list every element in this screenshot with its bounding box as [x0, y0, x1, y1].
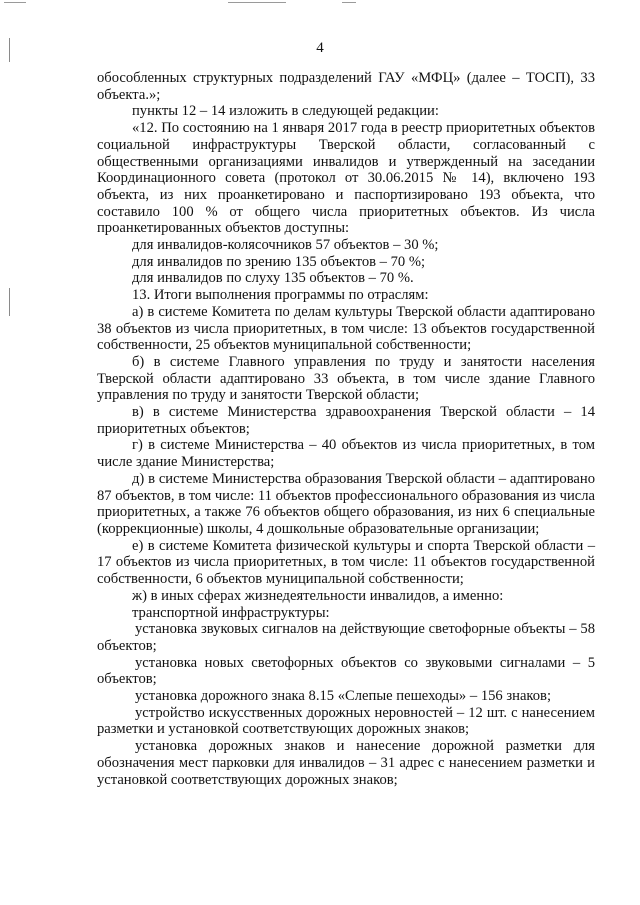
paragraph-item-b-labor: б) в системе Главного управления по труду и занятости населения Тверской области адаптировано 33 объекта, в том числе здание Главного управления по труду и занятости Тверской области; — [97, 353, 595, 404]
scan-artifact-top-right — [342, 2, 356, 3]
paragraph-point-13: 13. Итоги выполнения программы по отраслям: — [132, 287, 429, 304]
paragraph-item-g-ministry: г) в системе Министерства – 40 объектов из числа приоритетных, в том числе здание Министерства; — [97, 437, 595, 471]
scan-artifact-top-left — [4, 2, 26, 3]
document-body — [97, 70, 595, 788]
paragraph-tosp-continuation: обособленных структурных подразделений ГАУ «МФЦ» (далее – ТОСП), 33 объекта.»; — [97, 70, 595, 103]
paragraph-item-v-health: в) в системе Министерства здравоохранения Тверской области – 14 приоритетных объектов; — [97, 404, 595, 437]
paragraph-new-traffic-lights: установка новых светофорных объектов со звуковыми сигналами – 5 объектов; — [97, 654, 595, 688]
margin-mark-middle — [9, 288, 10, 316]
paragraph-item-d-education: д) в системе Министерства образования Тверской области – адаптировано 87 объектов, в том числе: 11 объектов профессионального образования из числа приоритетных, а также 76 объектов общего образования, из них 6 специальные (коррекционные) школы, 4 дошкольные образовательные организации; — [97, 470, 595, 537]
scan-artifact-top-center — [228, 2, 286, 3]
paragraph-vision-access: для инвалидов по зрению 135 объектов – 70 %; — [132, 253, 426, 270]
paragraph-speed-bumps: устройство искусственных дорожных неровностей – 12 шт. с нанесением разметки и установкой соответствующих дорожных знаков; — [97, 704, 595, 738]
paragraph-item-a-culture: а) в системе Комитета по делам культуры Тверской области адаптировано 38 объектов из числа приоритетных, в том числе: 13 объектов государственной собственности, 25 объектов муниципальной собственности; — [97, 303, 595, 354]
paragraph-sound-signals: установка звуковых сигналов на действующие светофорные объекты – 58 объектов; — [97, 621, 595, 654]
page-number: 4 — [316, 40, 324, 56]
paragraph-item-zh-other: ж) в иных сферах жизнедеятельности инвалидов, а именно: — [132, 587, 504, 604]
paragraph-hearing-access: для инвалидов по слуху 135 объектов – 70 %. — [132, 270, 414, 287]
paragraph-amendment-intro: пункты 12 – 14 изложить в следующей редакции: — [132, 103, 439, 120]
paragraph-wheelchair-access: для инвалидов-колясочников 57 объектов – 30 %; — [132, 237, 439, 254]
paragraph-road-sign-8-15: установка дорожного знака 8.15 «Слепые пешеходы» – 156 знаков; — [135, 688, 552, 705]
paragraph-point-12: «12. По состоянию на 1 января 2017 года в реестр приоритетных объектов социальной инфраструктуры Тверской области, согласованный с общественными организациями инвалидов и утвержденный на заседании Координационного совета (протокол от 30.06.2015 № 14), включено 193 объекта, из них проанкетировано и паспортизировано 193 объекта, что составило 100 % от общего числа приоритетных объектов. Из числа проанкетированных объектов доступны: — [97, 120, 595, 237]
paragraph-transport-heading: транспортной инфраструктуры: — [132, 604, 330, 621]
paragraph-item-e-sport: е) в системе Комитета физической культуры и спорта Тверской области – 17 объектов из числа приоритетных, в том числе: 11 объектов государственной собственности, 6 объектов муниципальной собственности; — [97, 537, 595, 588]
paragraph-parking-signs: установка дорожных знаков и нанесение дорожной разметки для обозначения мест парковки для инвалидов – 31 адрес с нанесением разметки и установкой соответствующих дорожных знаков; — [97, 738, 595, 788]
